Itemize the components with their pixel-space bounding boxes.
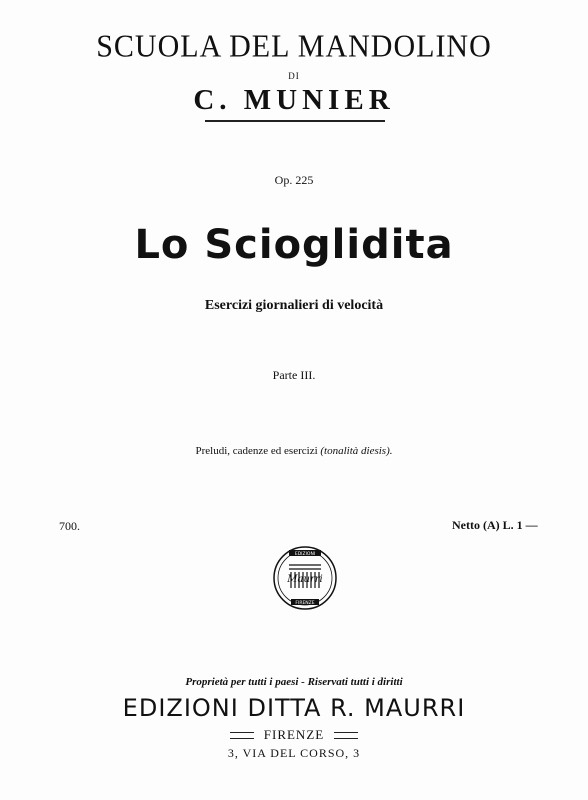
opus-number: Op. 225 xyxy=(274,173,314,187)
description-key-note: (tonalità diesis). xyxy=(320,445,393,457)
work-title: Lo Scioglidita xyxy=(134,222,454,268)
part-label: Parte III. xyxy=(272,368,316,382)
publisher-city-row xyxy=(0,726,588,744)
seal-bottom-text: FIRENZE xyxy=(295,601,315,606)
publisher-city: FIRENZE xyxy=(263,727,325,742)
publisher-name: EDIZIONI DITTA R. MAURRI xyxy=(122,694,466,722)
city-right-ornament xyxy=(334,732,358,739)
publisher-address: 3, VIA DEL CORSO, 3 xyxy=(227,746,361,760)
work-subtitle: Esercizi giornalieri di velocità xyxy=(204,298,384,313)
description-text: Preludi, cadenze ed esercizi xyxy=(195,445,318,457)
part-description xyxy=(0,445,588,457)
catalog-number: 700. xyxy=(59,519,80,533)
series-title: SCUOLA DEL MANDOLINO xyxy=(96,29,492,64)
city-left-ornament xyxy=(230,732,254,739)
rights-notice: Proprietà per tutti i paesi - Riservati tutti i diritti xyxy=(185,676,403,688)
publisher-seal-icon xyxy=(272,545,338,611)
by-label: DI xyxy=(288,71,300,81)
seal-top-text: EDIZIONI xyxy=(294,552,316,557)
title-divider xyxy=(205,120,385,122)
composer-name: C. MUNIER xyxy=(193,84,395,116)
svg-text:Maurri: Maurri xyxy=(287,574,323,585)
price-label: Netto (A) L. 1 — xyxy=(452,518,538,532)
